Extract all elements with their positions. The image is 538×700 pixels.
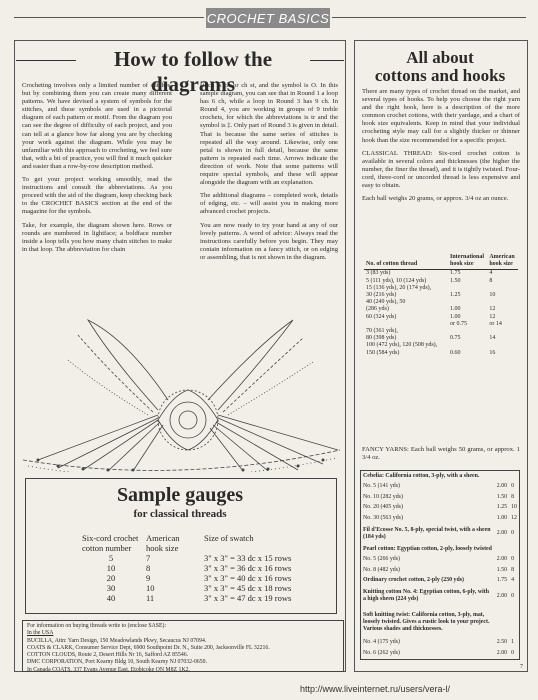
table-cell: 70 (361 yds), <box>366 328 398 335</box>
table-cell: 3" x 3" = 47 dc x 19 rows <box>204 593 292 603</box>
table-cell: 1.75 <box>450 270 461 277</box>
table-cell: 15 (136 yds), 20 (174 yds), <box>366 284 432 291</box>
table-cell: 30 <box>106 583 116 593</box>
table-cell <box>487 285 518 292</box>
table-cell: 1.50 <box>450 277 461 284</box>
table-cell: 10 <box>511 504 517 511</box>
table-row <box>361 482 520 492</box>
table-cell: 12 <box>489 306 496 313</box>
supplier-line: COATS & CLARK, Consumer Service Dept, 6900 Southpoint Dr. N., Suite 200, Jacksonville FL 32216. <box>27 644 270 651</box>
table-cell: 80 (398 yds) <box>366 335 397 342</box>
table-cell: 1.00 <box>450 306 461 313</box>
table-cell: 1 <box>511 639 515 646</box>
table-cell: 0 <box>511 650 515 657</box>
table-cell: No. 5 (266 yds) <box>363 556 400 563</box>
table-cell: Knitting cotton No. 4: Egyptian cotton, 6-ply, with a high sheen (224 yds) <box>363 589 490 603</box>
table-cell: 8 <box>489 277 493 284</box>
table-cell: 1.50 <box>496 493 508 500</box>
table-row <box>364 285 518 292</box>
paragraph: You are now ready to try your hand at any of our lovely patterns. A word of advice: Always read the instructions carefully before you begin. They may contain information on a fancy stitch, or on edging or assembling, that is not shown in the diagram. <box>200 221 338 261</box>
table-cell: 0.75 <box>450 335 461 342</box>
table-cell: 2.00 <box>496 483 508 490</box>
table-row <box>361 565 520 575</box>
table-cell: 4 <box>511 576 515 583</box>
table-cell: or 14 <box>489 320 502 327</box>
table-cell: 1.50 <box>496 566 508 573</box>
table-cell: 1.25 <box>496 504 508 511</box>
table-row <box>361 513 520 523</box>
table-cell: 40 <box>106 593 116 603</box>
table-cell: 8 <box>146 563 151 573</box>
supplier-line: COTTON CLOUDS, Route 2, Desert Hills Nr 16, Safford AZ 85546. <box>27 652 189 659</box>
gauges-table <box>82 533 330 603</box>
hook-size-table <box>364 253 518 357</box>
table-cell: 30 (216 yds) <box>366 292 397 299</box>
title-rule-right <box>310 60 344 61</box>
table-row <box>82 593 330 603</box>
gauges-heading <box>25 484 335 520</box>
table-cell: Fil d'Ecosse No. 5, 8-ply, special twist, with a sheen (184 yds) <box>363 526 491 540</box>
table-cell: 2.00 <box>496 592 508 599</box>
table-cell: No. 30 (563 yds) <box>363 514 403 521</box>
table-cell: 10 <box>146 583 155 593</box>
table-cell: 20 <box>106 573 116 583</box>
table-header-row <box>82 533 330 553</box>
table-cell: 14 <box>489 335 496 342</box>
gauges-subtitle: for classical threads <box>133 508 227 520</box>
article-column-1 <box>22 82 172 259</box>
page-title: How to follow the diagrams <box>113 47 273 96</box>
table-cell <box>448 299 487 306</box>
table-row <box>361 523 520 544</box>
cotton-title-line: All about <box>406 48 474 67</box>
cotton-intro-column <box>362 88 520 208</box>
table-row <box>361 492 520 502</box>
paragraph: The additional diagrams – completed work, details of edging, etc. – will assist you in making more advanced crochet projects. <box>200 192 338 216</box>
paragraph: stitch is ch or ch st, and the symbol is O. In this sample diagram, you can see that in Round 1 a loop has 6 ch, while a loop in Round 3 has 9 ch. In Round 4, you are working in groups of 9 treble crochets, for which the abbreviations is tr and the symbol is ‡. Only part of Round 3 is given in detail. That is because the same series of stitches is repeated all the way around. Likewise, only one petal is shown in full detail, because the same pattern is repeated each time. Arrows indicate the direction of work. Note that some patterns will require special symbols, and these will appear alongside the diagram with an explanation. <box>200 82 338 187</box>
table-cell: Pearl cotton: Egyptian cotton, 2-ply, loosely twisted <box>363 545 492 552</box>
table-row <box>364 321 518 328</box>
banner-rule-left <box>14 17 204 18</box>
table-cell: 2.00 <box>496 530 508 537</box>
table-row <box>361 575 520 585</box>
table-cell <box>448 328 487 335</box>
cotton-title <box>358 49 522 85</box>
table-cell <box>495 544 509 554</box>
table-cell: (286 yds) <box>366 306 389 313</box>
table-cell <box>448 285 487 292</box>
table-cell <box>509 471 519 482</box>
table-cell: No. 5 (141 yds) <box>363 483 400 490</box>
table-cell: No. 4 (175 yds) <box>363 639 400 646</box>
paragraph: Take, for example, the diagram shown here. Rows or rounds are numbered in lightface; a boldface number inside a loop tells you how many chain stitches to make in that loop. The abbreviation for chain <box>22 221 172 253</box>
article-column-2 <box>200 82 338 267</box>
table-cell: Cebelia: California cotton, 3-ply, with a sheen. <box>363 472 480 479</box>
table-cell: 9 <box>146 573 151 583</box>
banner-rule-right <box>332 17 526 18</box>
supplier-line: In Canada COATS, 337 Evans Avenue East, Etobicoke ON M8Z 1K2. <box>27 666 190 673</box>
table-cell <box>509 544 519 554</box>
table-cell: Soft knitting twist: California cotton, 3-ply, mat, loosely twisted. Gives a rustic look to your project. Various shades and thicknesses. <box>363 611 490 632</box>
table-row <box>361 586 520 607</box>
table-cell: 0 <box>511 556 515 563</box>
table-cell: No. 20 (405 yds) <box>363 504 403 511</box>
table-cell: 0 <box>511 530 515 537</box>
table-cell: or 0.75 <box>450 320 467 327</box>
table-cell: No. 10 (282 yds) <box>363 493 403 500</box>
supplier-line: BUCILLA, Attn: Yarn Design, 150 Meadowlands Pkwy, Secaucus NJ 07094. <box>27 637 207 644</box>
table-cell: 8 <box>511 493 515 500</box>
suppliers-usa-label: In the USA <box>27 630 54 637</box>
table-cell: No. 8 (482 yds) <box>363 566 400 573</box>
table-row <box>82 583 330 593</box>
table-cell <box>487 299 518 306</box>
table-row <box>82 553 330 563</box>
section-banner: CROCHET BASICS <box>206 8 330 28</box>
paragraph: Crocheting involves only a limited number of stitches, but by combining them you can create many different patterns. We have devised a system of symbols for the stitches, and these symbols are used in a pictorial diagram of each pattern or motif. From the diagram you can see the degree of difficulty of each project, and you can tell at a glance how far along you are by checking your work against the diagram. While you may be unfamiliar with this approach to crocheting, we feel sure that, with a bit of practice, you will find it much quicker and easier than a row-by-row description method. <box>22 82 172 170</box>
table-cell: 11 <box>146 593 155 603</box>
table-row <box>82 563 330 573</box>
table-cell: 1.00 <box>450 313 461 320</box>
table-cell: 60 (324 yds) <box>366 313 397 320</box>
column-header: American hook size <box>146 533 180 553</box>
page-number: 7 <box>520 664 523 670</box>
table-cell <box>487 328 518 335</box>
table-cell: 7 <box>146 553 151 563</box>
table-cell: 1.00 <box>496 514 508 521</box>
table-row <box>361 648 520 659</box>
paragraph: To get your project working smoothly, read the instructions and consult the abbreviations. As you proceed with the aid of the diagram, keep checking back to the CROCHET BASICS section at the end of the magazine for the symbols. <box>22 176 172 216</box>
table-row <box>82 573 330 583</box>
paragraph: There are many types of crochet thread on the market, and several types of hooks. To help you choose the right yarn and the right hook, here is a description of the more common crochet cottons, with their yardage, and a chart of hook size equivalents. Keep in mind that your individual crocheting style may call for a slightly thicker or thinner hook than the size recommended for a specific project. <box>362 88 520 144</box>
table-row <box>364 342 518 349</box>
gauges-title: Sample gauges <box>116 484 244 506</box>
table-row <box>364 270 518 278</box>
table-cell: 10 <box>106 563 116 573</box>
column-header: Size of swatch <box>204 533 254 543</box>
title-rule-left <box>16 60 76 61</box>
paragraph: Each ball weighs 20 grams, or approx. 3/4 oz an ounce. <box>362 195 509 203</box>
table-row <box>364 314 518 321</box>
table-cell: 8 <box>511 566 515 573</box>
table-cell: 5 (111 yds), 10 (124 yds) <box>366 277 427 284</box>
table-cell <box>509 607 519 638</box>
table-cell: 10 <box>489 292 496 299</box>
source-url[interactable]: http://www.liveinternet.ru/users/vera-l/ <box>300 684 451 694</box>
table-cell: 0 <box>511 592 515 599</box>
column-header: Six-cord crochet cotton number <box>82 533 139 553</box>
table-cell <box>364 321 448 328</box>
suppliers-header: For information on buying threads write to (enclose SASE): <box>27 623 167 629</box>
table-cell <box>495 607 509 638</box>
table-row <box>361 638 520 648</box>
table-cell: 2.00 <box>496 556 508 563</box>
column-header: No. of cotton thread <box>364 253 448 270</box>
table-cell: 150 (584 yds) <box>366 349 400 356</box>
table-row <box>361 502 520 512</box>
table-cell: 2.50 <box>496 639 508 646</box>
table-cell <box>495 471 509 482</box>
thread-suppliers-box <box>22 620 344 672</box>
table-row <box>364 350 518 357</box>
table-cell <box>448 342 487 349</box>
threads-table <box>360 470 520 660</box>
table-header-row <box>364 253 518 270</box>
table-cell <box>487 342 518 349</box>
column-header: International hook size <box>448 253 487 270</box>
table-row <box>364 306 518 313</box>
table-cell: 40 (249 yds), 50 <box>366 299 406 306</box>
crochet-motif-diagram <box>18 300 343 472</box>
table-cell: 12 <box>511 514 517 521</box>
table-row <box>361 555 520 565</box>
table-row <box>361 544 520 554</box>
column-header: American hook size <box>487 253 518 270</box>
table-cell: 3 (83 yds) <box>366 270 391 277</box>
fancy-yarns-text: FANCY YARNS: Each ball weighs 50 grams, or approx. 1 3/4 oz. <box>362 446 520 462</box>
table-row <box>361 471 520 482</box>
cotton-title-line: cottons and hooks <box>374 66 506 85</box>
table-cell: 100 (472 yds), 120 (508 yds), <box>366 342 438 349</box>
table-cell: 3" x 3" = 33 dc x 15 rows <box>204 553 292 563</box>
table-cell: 12 <box>489 313 496 320</box>
table-cell: 3" x 3" = 40 dc x 16 rows <box>204 573 292 583</box>
table-cell: 3" x 3" = 45 dc x 18 rows <box>204 583 292 593</box>
table-cell: Ordinary crochet cotton, 2-ply (230 yds) <box>363 576 465 583</box>
table-cell: 5 <box>108 553 114 563</box>
table-cell: 0 <box>511 483 515 490</box>
table-cell: 3" x 3" = 36 dc x 16 rows <box>204 563 292 573</box>
supplier-line: DMC CORPORATION, Port Kearny Bldg 10, South Kearny NJ 07032-0650. <box>27 659 208 666</box>
table-row <box>361 607 520 638</box>
table-cell: 4 <box>489 270 493 277</box>
paragraph: CLASSICAL THREAD: Six-cord crochet cotton is available in several colors and thicknesses (the higher the number, the finer the thread), and it is tightly twisted. Four-cord, three-cord or uncorded thread is less expensive and easy to obtain. <box>362 149 520 190</box>
table-cell: No. 6 (262 yds) <box>363 650 400 657</box>
table-cell: 0.60 <box>450 349 461 356</box>
table-cell: 1.25 <box>450 292 461 299</box>
table-cell: 2.00 <box>496 650 508 657</box>
table-row <box>364 278 518 285</box>
table-cell: 16 <box>489 349 496 356</box>
table-cell: 1.75 <box>496 576 508 583</box>
